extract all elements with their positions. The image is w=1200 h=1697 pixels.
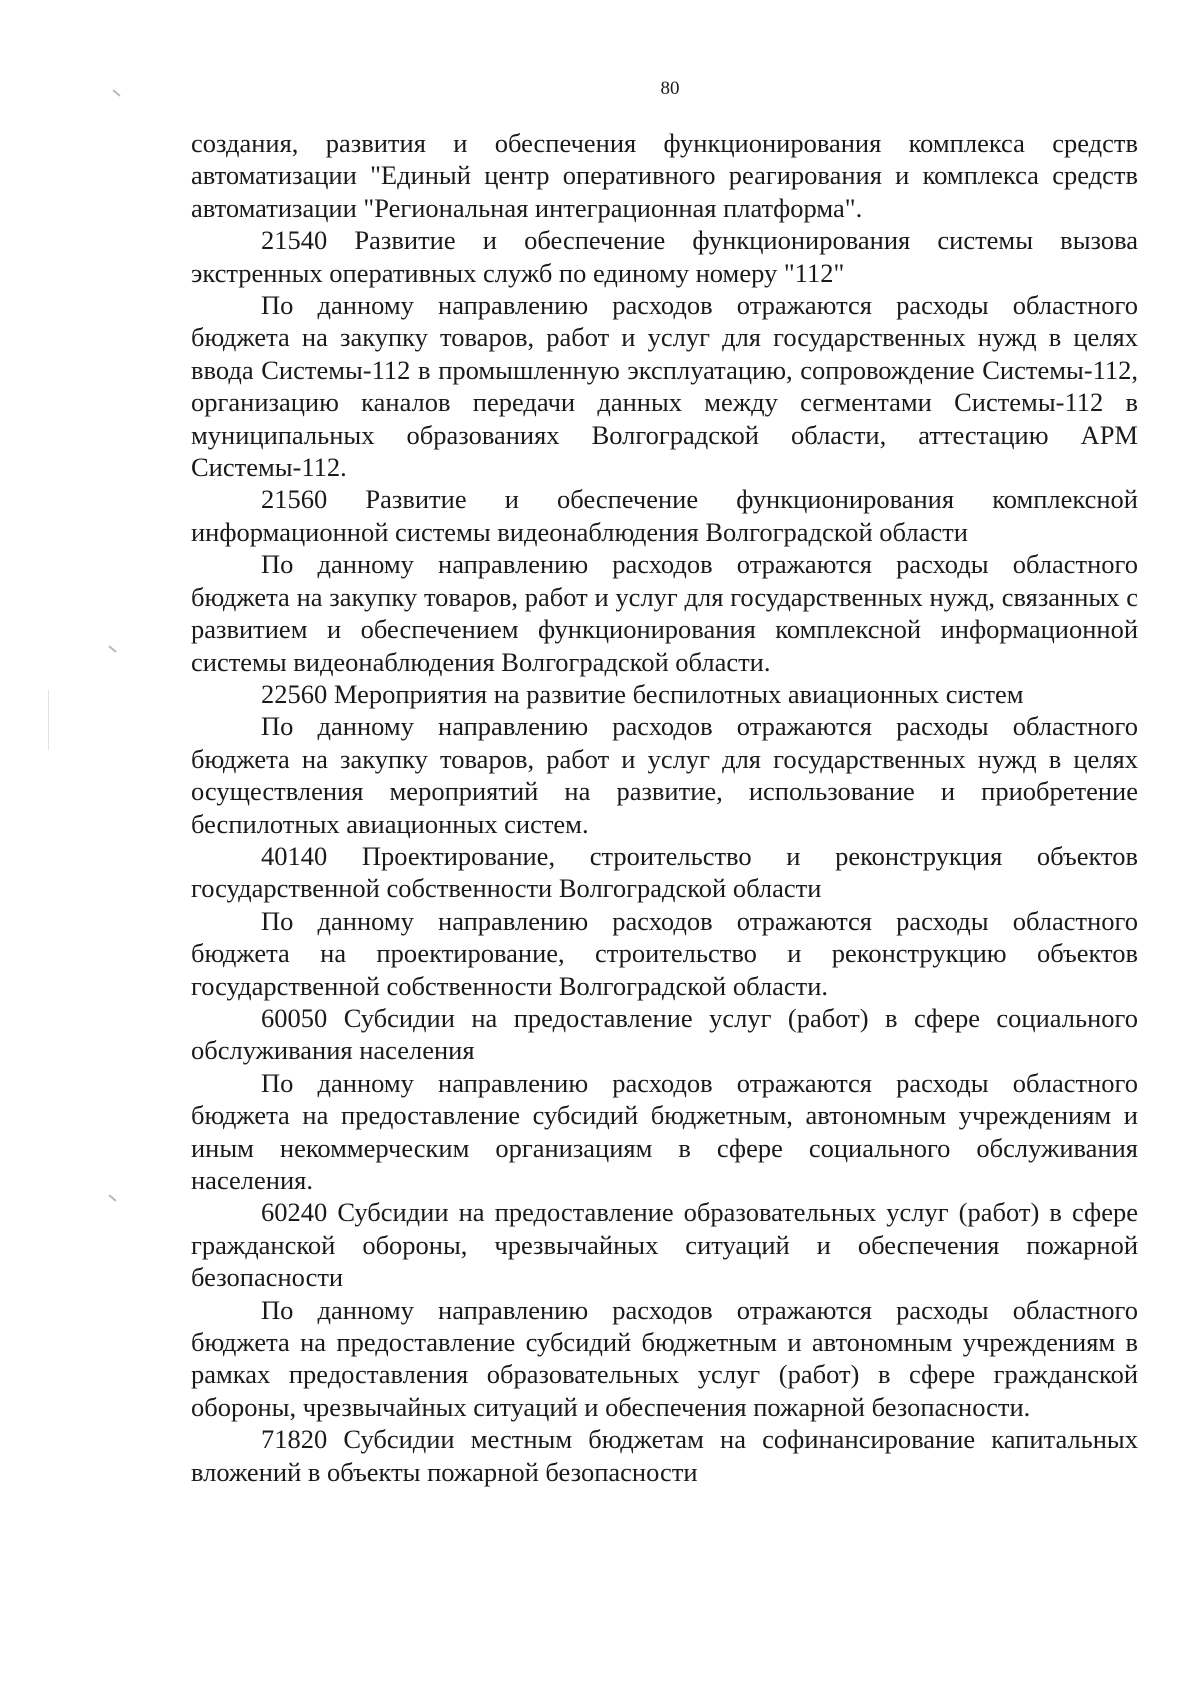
- scan-mark: [108, 645, 116, 652]
- heading-21560: 21560 Развитие и обеспечение функционирования комплексной информационной системы видеонаблюдения Волгоградской области: [191, 484, 1138, 547]
- scan-mark: [48, 690, 49, 750]
- paragraph-21560: По данному направлению расходов отражаются расходы областного бюджета на закупку товаров, работ и услуг для государственных нужд, связанных с развитием и обеспечением функционирования комплексной информационной системы видеонаблюдения Волгоградской области.: [191, 549, 1138, 677]
- heading-60050: 60050 Субсидии на предоставление услуг (работ) в сфере социального обслуживания населения: [191, 1002, 1138, 1066]
- page-number: 80: [660, 78, 680, 99]
- scan-mark: [108, 1194, 116, 1201]
- heading-40140: 40140 Проектирование, строительство и реконструкция объектов государственной собственности Волгоградской области: [191, 840, 1138, 904]
- heading-60240: 60240 Субсидии на предоставление образовательных услуг (работ) в сфере гражданской обороны, чрезвычайных ситуаций и обеспечения пожарной безопасности: [191, 1197, 1138, 1293]
- paragraph-60050: По данному направлению расходов отражаются расходы областного бюджета на предоставление субсидий бюджетным, автономным учреждениям и иным некоммерческим организациям в сфере социального обслуживания населения.: [191, 1067, 1138, 1195]
- paragraph-22560: По данному направлению расходов отражаются расходы областного бюджета на закупку товаров, работ и услуг для государственных нужд в целях осуществления мероприятий на развитие, использование и приобретение беспилотных авиационных систем.: [191, 711, 1138, 839]
- paragraph-21540: По данному направлению расходов отражаются расходы областного бюджета на закупку товаров, работ и услуг для государственных нужд в целях ввода Системы-112 в промышленную эксплуатацию, сопровождение Системы-112, организацию каналов передачи данных между сегментами Системы-112 в муниципальных образованиях Волгоградской области, аттестацию АРМ Системы-112.: [191, 290, 1138, 483]
- paragraph-60240: По данному направлению расходов отражаются расходы областного бюджета на предоставление субсидий бюджетным и автономным учреждениям в рамках предоставления образовательных услуг (работ) в сфере гражданской обороны, чрезвычайных ситуаций и обеспечения пожарной безопасности.: [191, 1294, 1138, 1422]
- document-body: [191, 127, 1138, 1488]
- heading-22560: 22560 Мероприятия на развитие беспилотных авиационных систем: [261, 678, 1024, 709]
- heading-71820: 71820 Субсидии местным бюджетам на софинансирование капитальных вложений в объекты пожарной безопасности: [191, 1424, 1138, 1487]
- paragraph-40140: По данному направлению расходов отражаются расходы областного бюджета на проектирование, строительство и реконструкцию объектов государственной собственности Волгоградской области.: [191, 905, 1138, 1001]
- paragraph-continuation: создания, развития и обеспечения функционирования комплекса средств автоматизации "Единый центр оперативного реагирования и комплекса средств автоматизации "Региональная интеграционная платформа".: [191, 128, 1138, 223]
- heading-21540: 21540 Развитие и обеспечение функционирования системы вызова экстренных оперативных служб по единому номеру "112": [191, 225, 1138, 288]
